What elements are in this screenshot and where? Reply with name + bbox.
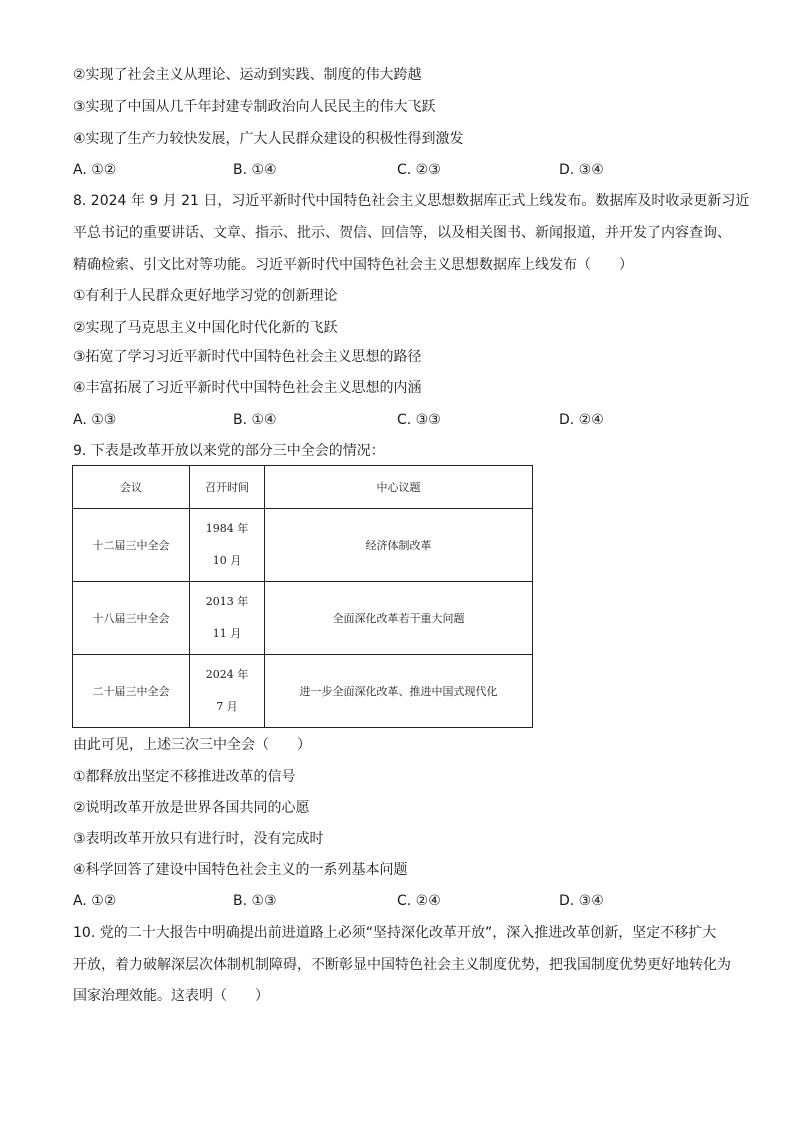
cell-date-month: 10 月: [212, 554, 242, 567]
table-row: [73, 655, 533, 728]
q8-choice-d: D. ②④: [559, 412, 604, 428]
q8-option-3: ③拓宽了学习习近平新时代中国特色社会主义思想的路径: [73, 349, 422, 365]
q8-choice-a: A. ①③: [73, 412, 117, 428]
q7-option-2: ②实现了社会主义从理论、运动到实践、制度的伟大跨越: [73, 67, 422, 83]
cell-date-month: 11 月: [212, 627, 242, 640]
q7-option-4: ④实现了生产力较快发展，广大人民群众建设的积极性得到激发: [73, 131, 464, 147]
cell-date-year: 2024 年: [205, 668, 249, 681]
cell-date-month: 7 月: [216, 700, 238, 713]
q10-stem-line-3: 国家治理效能。这表明（ ）: [73, 988, 269, 1004]
q7-choice-a: A. ①②: [73, 162, 117, 178]
q8-option-1: ①有利于人民群众更好地学习党的创新理论: [73, 288, 338, 304]
q8-answer-choices: [73, 410, 713, 430]
q8-option-4: ④丰富拓展了习近平新时代中国特色社会主义思想的内涵: [73, 380, 422, 396]
q9-option-3: ③表明改革开放只有进行时，没有完成时: [73, 831, 324, 847]
q8-choice-c: C. ③③: [397, 412, 441, 428]
table-header-row: [73, 466, 533, 509]
q9-answer-choices: [73, 891, 713, 911]
cell-topic: 进一步全面深化改革、推进中国式现代化: [265, 655, 533, 728]
cell-meeting: 十八届三中全会: [73, 582, 190, 655]
q8-stem-line-3: 精确检索、引文比对等功能。习近平新时代中国特色社会主义思想数据库上线发布（ ）: [73, 257, 633, 273]
header-date: 召开时间: [190, 466, 265, 509]
header-meeting: 会议: [73, 466, 190, 509]
q9-choice-c: C. ②④: [397, 893, 441, 909]
cell-meeting: 二十届三中全会: [73, 655, 190, 728]
q10-stem-line-2: 开放，着力破解深层次体制机制障碍，不断彰显中国特色社会主义制度优势，把我国制度优势更好地转化为: [73, 957, 731, 973]
q8-option-2: ②实现了马克思主义中国化时代化新的飞跃: [73, 320, 338, 336]
plenary-sessions-table: [72, 465, 533, 728]
q8-choice-b: B. ①④: [233, 412, 277, 428]
cell-date: [190, 655, 265, 728]
header-topic: 中心议题: [265, 466, 533, 509]
table-row: [73, 509, 533, 582]
q8-stem-line-1: 8. 2024 年 9 月 21 日，习近平新时代中国特色社会主义思想数据库正式上线发布。数据库及时收录更新习近: [73, 193, 750, 209]
q7-choice-d: D. ③④: [559, 162, 604, 178]
q9-choice-d: D. ③④: [559, 893, 604, 909]
q9-choice-b: B. ①③: [233, 893, 277, 909]
cell-date-year: 2013 年: [205, 595, 249, 608]
q9-option-4: ④科学回答了建设中国特色社会主义的一系列基本问题: [73, 862, 408, 878]
q7-choice-b: B. ①④: [233, 162, 277, 178]
q9-option-2: ②说明改革开放是世界各国共同的心愿: [73, 800, 310, 816]
q7-answer-choices: [73, 160, 713, 180]
q7-option-3: ③实现了中国从几千年封建专制政治向人民民主的伟大飞跃: [73, 99, 436, 115]
table-row: [73, 582, 533, 655]
cell-date-year: 1984 年: [205, 522, 249, 535]
q9-after-table: 由此可见，上述三次三中全会（ ）: [73, 737, 311, 753]
q10-stem-line-1: 10. 党的二十大报告中明确提出前进道路上必须“坚持深化改革开放”，深入推进改革创新，坚定不移扩大: [73, 925, 717, 941]
q8-stem-line-2: 平总书记的重要讲话、文章、指示、批示、贺信、回信等，以及相关图书、新闻报道，并开发了内容查询、: [73, 225, 731, 241]
cell-date: [190, 582, 265, 655]
cell-topic: 全面深化改革若干重大问题: [265, 582, 533, 655]
q7-choice-c: C. ②③: [397, 162, 441, 178]
q9-stem: 9. 下表是改革开放以来党的部分三中全会的情况：: [73, 443, 385, 459]
cell-date: [190, 509, 265, 582]
cell-topic: 经济体制改革: [265, 509, 533, 582]
cell-meeting: 十二届三中全会: [73, 509, 190, 582]
q9-option-1: ①都释放出坚定不移推进改革的信号: [73, 769, 296, 785]
q9-choice-a: A. ①②: [73, 893, 117, 909]
